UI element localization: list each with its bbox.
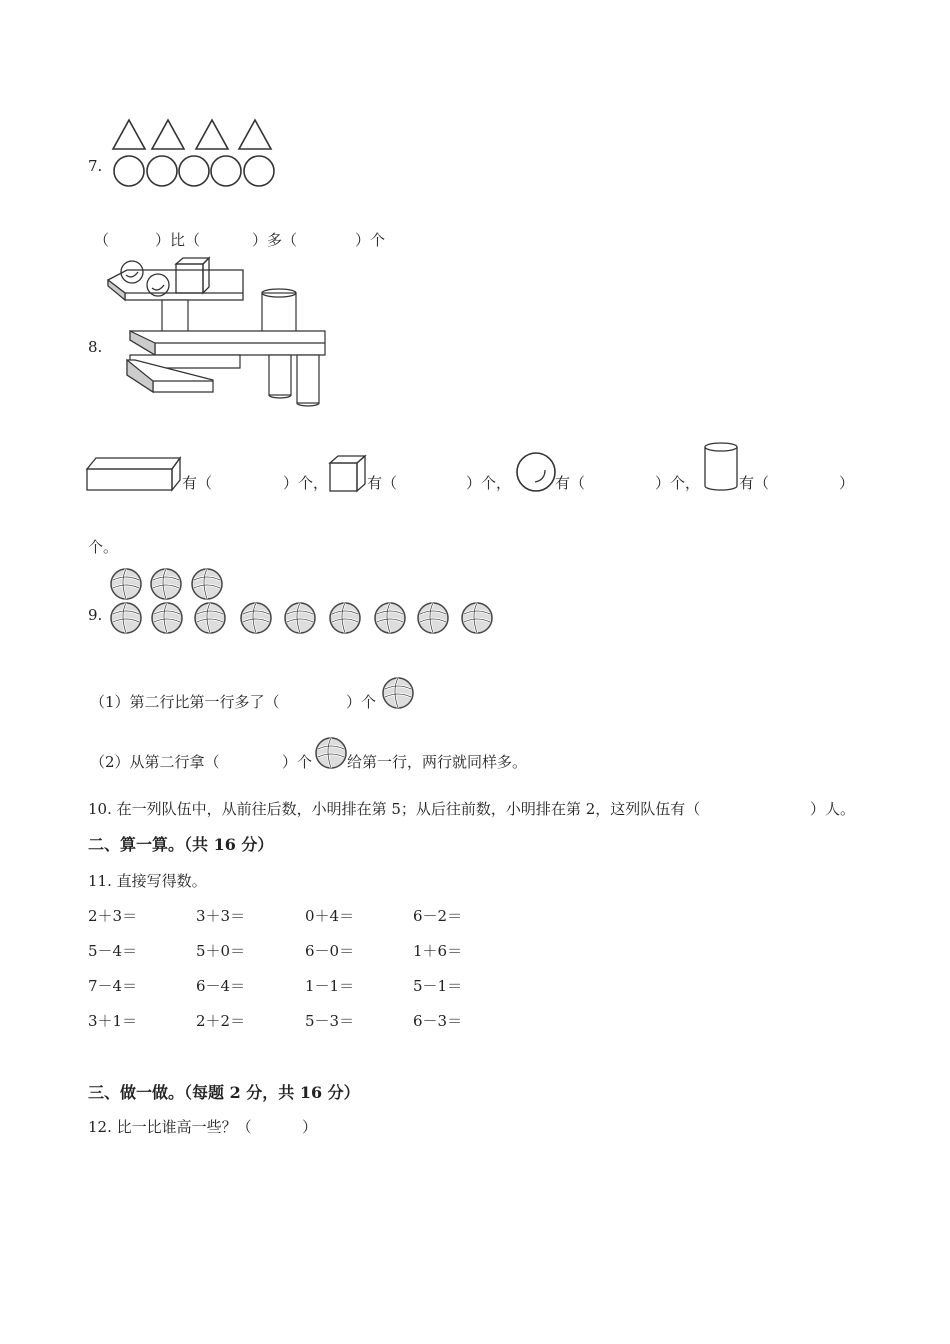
- cylinder-icon: [703, 441, 743, 493]
- arithmetic-item: 7－4＝: [88, 977, 138, 995]
- q9-sub1-text: （1）第二行比第一行多了（: [90, 693, 280, 711]
- volleyball-icon: [418, 603, 448, 633]
- arithmetic-item: 5＋0＝: [196, 942, 246, 960]
- q10-end: ）人。: [810, 800, 856, 818]
- q8-blank-3-open: 有（: [555, 474, 586, 492]
- section-3-heading: 三、做一做。（每题 2 分，共 16 分）: [88, 1083, 360, 1102]
- triangle-icon: [239, 120, 271, 149]
- volleyball-icon: [111, 603, 141, 633]
- q7-figure: [105, 115, 285, 190]
- circle-icon: [147, 156, 177, 186]
- q11-title: 11. 直接写得数。: [88, 872, 207, 890]
- q8-blank-1-close: ）个，: [283, 474, 329, 492]
- q8-blank-3-close: ）个，: [655, 474, 701, 492]
- q9-volleyballs-figure: [105, 565, 505, 637]
- arithmetic-item: 1－1＝: [305, 977, 355, 995]
- arithmetic-item: 3＋1＝: [88, 1012, 138, 1030]
- triangle-icon: [113, 120, 145, 149]
- volleyball-icon: [195, 603, 225, 633]
- q8-blank-1-open: 有（: [182, 474, 213, 492]
- volleyball-icon: [151, 569, 181, 599]
- circle-icon: [114, 156, 144, 186]
- arithmetic-item: 0＋4＝: [305, 907, 355, 925]
- circle-icon: [244, 156, 274, 186]
- arithmetic-item: 3＋3＝: [196, 907, 246, 925]
- q10-text: 10. 在一列队伍中，从前往后数，小明排在第 5；从后往前数，小明排在第 2，这列队伍有（: [88, 800, 701, 818]
- arithmetic-item: 6－4＝: [196, 977, 246, 995]
- arithmetic-item: 5－1＝: [413, 977, 463, 995]
- circle-icon: [179, 156, 209, 186]
- q9-sub2-text: （2）从第二行拿（: [90, 753, 220, 771]
- q12-text: 12. 比一比谁高一些？（: [88, 1118, 252, 1136]
- cuboid-icon: [86, 454, 182, 494]
- cube-icon: [176, 258, 209, 293]
- arithmetic-item: 2＋3＝: [88, 907, 138, 925]
- q9-sub2-end: 给第一行，两行就同样多。: [347, 753, 528, 771]
- q8-blank-4-open: 有（: [739, 474, 770, 492]
- volleyball-icon: [285, 603, 315, 633]
- arithmetic-item: 6－3＝: [413, 1012, 463, 1030]
- cube-icon: [329, 454, 369, 494]
- arithmetic-item: 5－4＝: [88, 942, 138, 960]
- volleyball-icon: [314, 736, 348, 770]
- q7-number: 7.: [88, 157, 103, 175]
- triangle-icon: [196, 120, 228, 149]
- arithmetic-item: 6－0＝: [305, 942, 355, 960]
- arithmetic-item: 6－2＝: [413, 907, 463, 925]
- circle-icon: [211, 156, 241, 186]
- q8-stack-figure: [105, 255, 335, 410]
- q8-tail: 个。: [88, 538, 119, 556]
- volleyball-icon: [330, 603, 360, 633]
- cylinder-icon: [297, 355, 319, 406]
- volleyball-icon: [375, 603, 405, 633]
- q8-blank-2-close: ）个，: [466, 474, 512, 492]
- volleyball-icon: [241, 603, 271, 633]
- triangle-icon: [152, 120, 184, 149]
- arithmetic-item: 5－3＝: [305, 1012, 355, 1030]
- arithmetic-item: 1＋6＝: [413, 942, 463, 960]
- q12-end: ）: [302, 1118, 318, 1136]
- q8-blank-2-open: 有（: [367, 474, 398, 492]
- volleyball-icon: [462, 603, 492, 633]
- q9-number: 9.: [88, 606, 103, 624]
- arithmetic-item: 2＋2＝: [196, 1012, 246, 1030]
- volleyball-icon: [111, 569, 141, 599]
- q9-sub2-mid: ）个: [282, 753, 313, 771]
- volleyball-icon: [192, 569, 222, 599]
- section-2-heading: 二、算一算。（共 16 分）: [88, 835, 274, 854]
- q9-sub1-end: ）个: [346, 693, 377, 711]
- volleyball-icon: [152, 603, 182, 633]
- volleyball-icon: [381, 676, 415, 710]
- q8-number: 8.: [88, 338, 103, 356]
- cylinder-icon: [269, 355, 291, 398]
- q8-blank-4-close: ）: [839, 474, 855, 492]
- ball-icon: [515, 452, 557, 494]
